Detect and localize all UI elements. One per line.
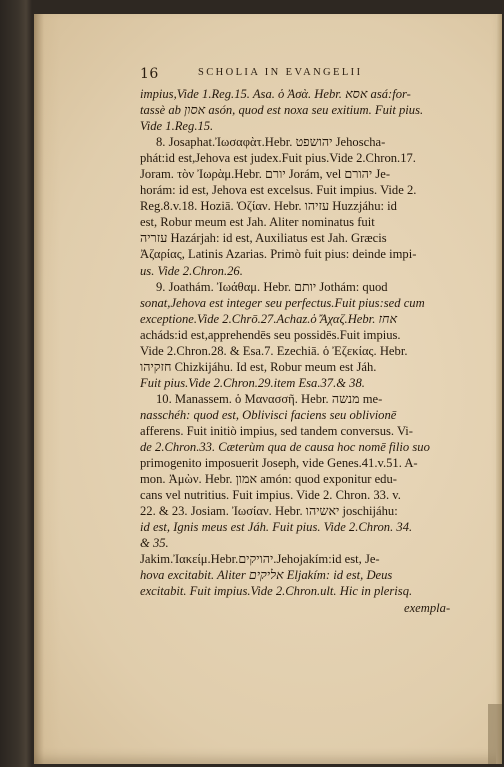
text-line: Ἀζαρίας, Latinis Azarias. Primò fuit pius: deinde impi- <box>140 247 417 262</box>
text-line: 22. & 23. Josiam. Ἰωσίαν. Hebr. יאשיהו joschijáhu: <box>140 504 398 519</box>
text-line: horám: id est, Jehova est excelsus. Fuit impius. Vide 2. <box>140 183 417 198</box>
text-line: חזקיהו Chizkijáhu. Id est, Robur meum est Jáh. <box>140 359 377 374</box>
page-header <box>140 66 470 84</box>
text-line: exempla- <box>404 600 451 615</box>
text-line: Vide 1.Reg.15. <box>140 119 214 134</box>
text-line: tassè ab אסון asón, quod est noxa seu exitium. Fuit pius. <box>140 103 424 118</box>
text-line: phát:id est,Jehova est judex.Fuit pius.Vide 2.Chron.17. <box>140 151 416 166</box>
text-line: 8. Josaphat.Ἰωσαφὰτ.Hebr. יהושפט Jehoscha- <box>156 135 386 150</box>
text-line: hova excitabit. Aliter אליקים Eljakím: id est, Deus <box>140 568 393 583</box>
text-line: excitabit. Fuit impius.Vide 2.Chron.ult. Hic in plerisq. <box>140 584 413 599</box>
text-line: de 2.Chron.33. Cæterùm qua de causa hoc nomē filio suo <box>140 440 430 455</box>
text-line: & 35. <box>140 536 169 551</box>
text-line: Jakim.Ἰακείμ.Hebr.יהויקים.Jehojakím:id est, Je- <box>140 552 380 567</box>
text-line: Fuit pius.Vide 2.Chron.29.item Esa.37.& 38. <box>140 375 365 390</box>
page-number: 16 <box>140 66 159 82</box>
text-line: Reg.8.v.18. Hoziā. Ὀζίαν. Hebr. עזיהו Huzzjáhu: id <box>140 199 397 214</box>
body-text <box>140 86 482 616</box>
text-line: exceptione.Vide 2.Chrō.27.Achaz.ὁ Ἄχαζ.Hebr. אחז <box>140 311 398 326</box>
text-line: Vide 2.Chron.28. & Esa.7. Ezechiā. ὁ Ἐζεκίας. Hebr. <box>140 343 408 358</box>
page-tab-strip <box>488 704 502 764</box>
text-line: afferens. Fuit initiò impius, sed tandem conversus. Vi- <box>140 423 414 438</box>
running-head: SCHOLIA IN EVANGELII <box>198 67 363 78</box>
text-line: nasschéh: quod est, Oblivisci faciens seu oblivionē <box>140 407 397 422</box>
text-line: 9. Joathám. Ἰωάθαμ. Hebr. יותם Jothám: quod <box>156 279 388 294</box>
text-line: cans vel nutritius. Fuit impius. Vide 2. Chron. 33. v. <box>140 488 401 503</box>
text-line: sonat,Jehova est integer seu perfectus.Fuit pius:sed cum <box>140 295 425 310</box>
text-line: mon. Ἀμὼν. Hebr. אמון amón: quod exponitur edu- <box>140 472 397 487</box>
text-line: Joram. τὸν Ἰωρὰμ.Hebr. יורם Jorám, vel יהורם Je- <box>140 167 391 182</box>
text-line: acháds:id est,apprehendēs seu possidēs.Fuit impius. <box>140 327 401 342</box>
text-line: impius,Vide 1.Reg.15. Asa. ὁ Ἀσὰ. Hebr. אסא asá:for- <box>140 87 411 101</box>
text-line: 10. Manassem. ὁ Μανασσῆ. Hebr. מנשה me- <box>156 391 383 406</box>
text-line: us. Vide 2.Chron.26. <box>140 263 243 278</box>
text-line: עזריה Hazárjah: id est, Auxiliatus est Jah. Græcis <box>140 231 387 246</box>
text-line: id est, Ignis meus est Jáh. Fuit pius. Vide 2.Chron. 34. <box>140 520 413 535</box>
page-edge <box>496 14 502 764</box>
text-line: primogenito imposuerit Joseph, vide Genes.41.v.51. A- <box>140 456 418 471</box>
text-line: est, Robur meum est Jah. Aliter nominatus fuit <box>140 215 375 230</box>
